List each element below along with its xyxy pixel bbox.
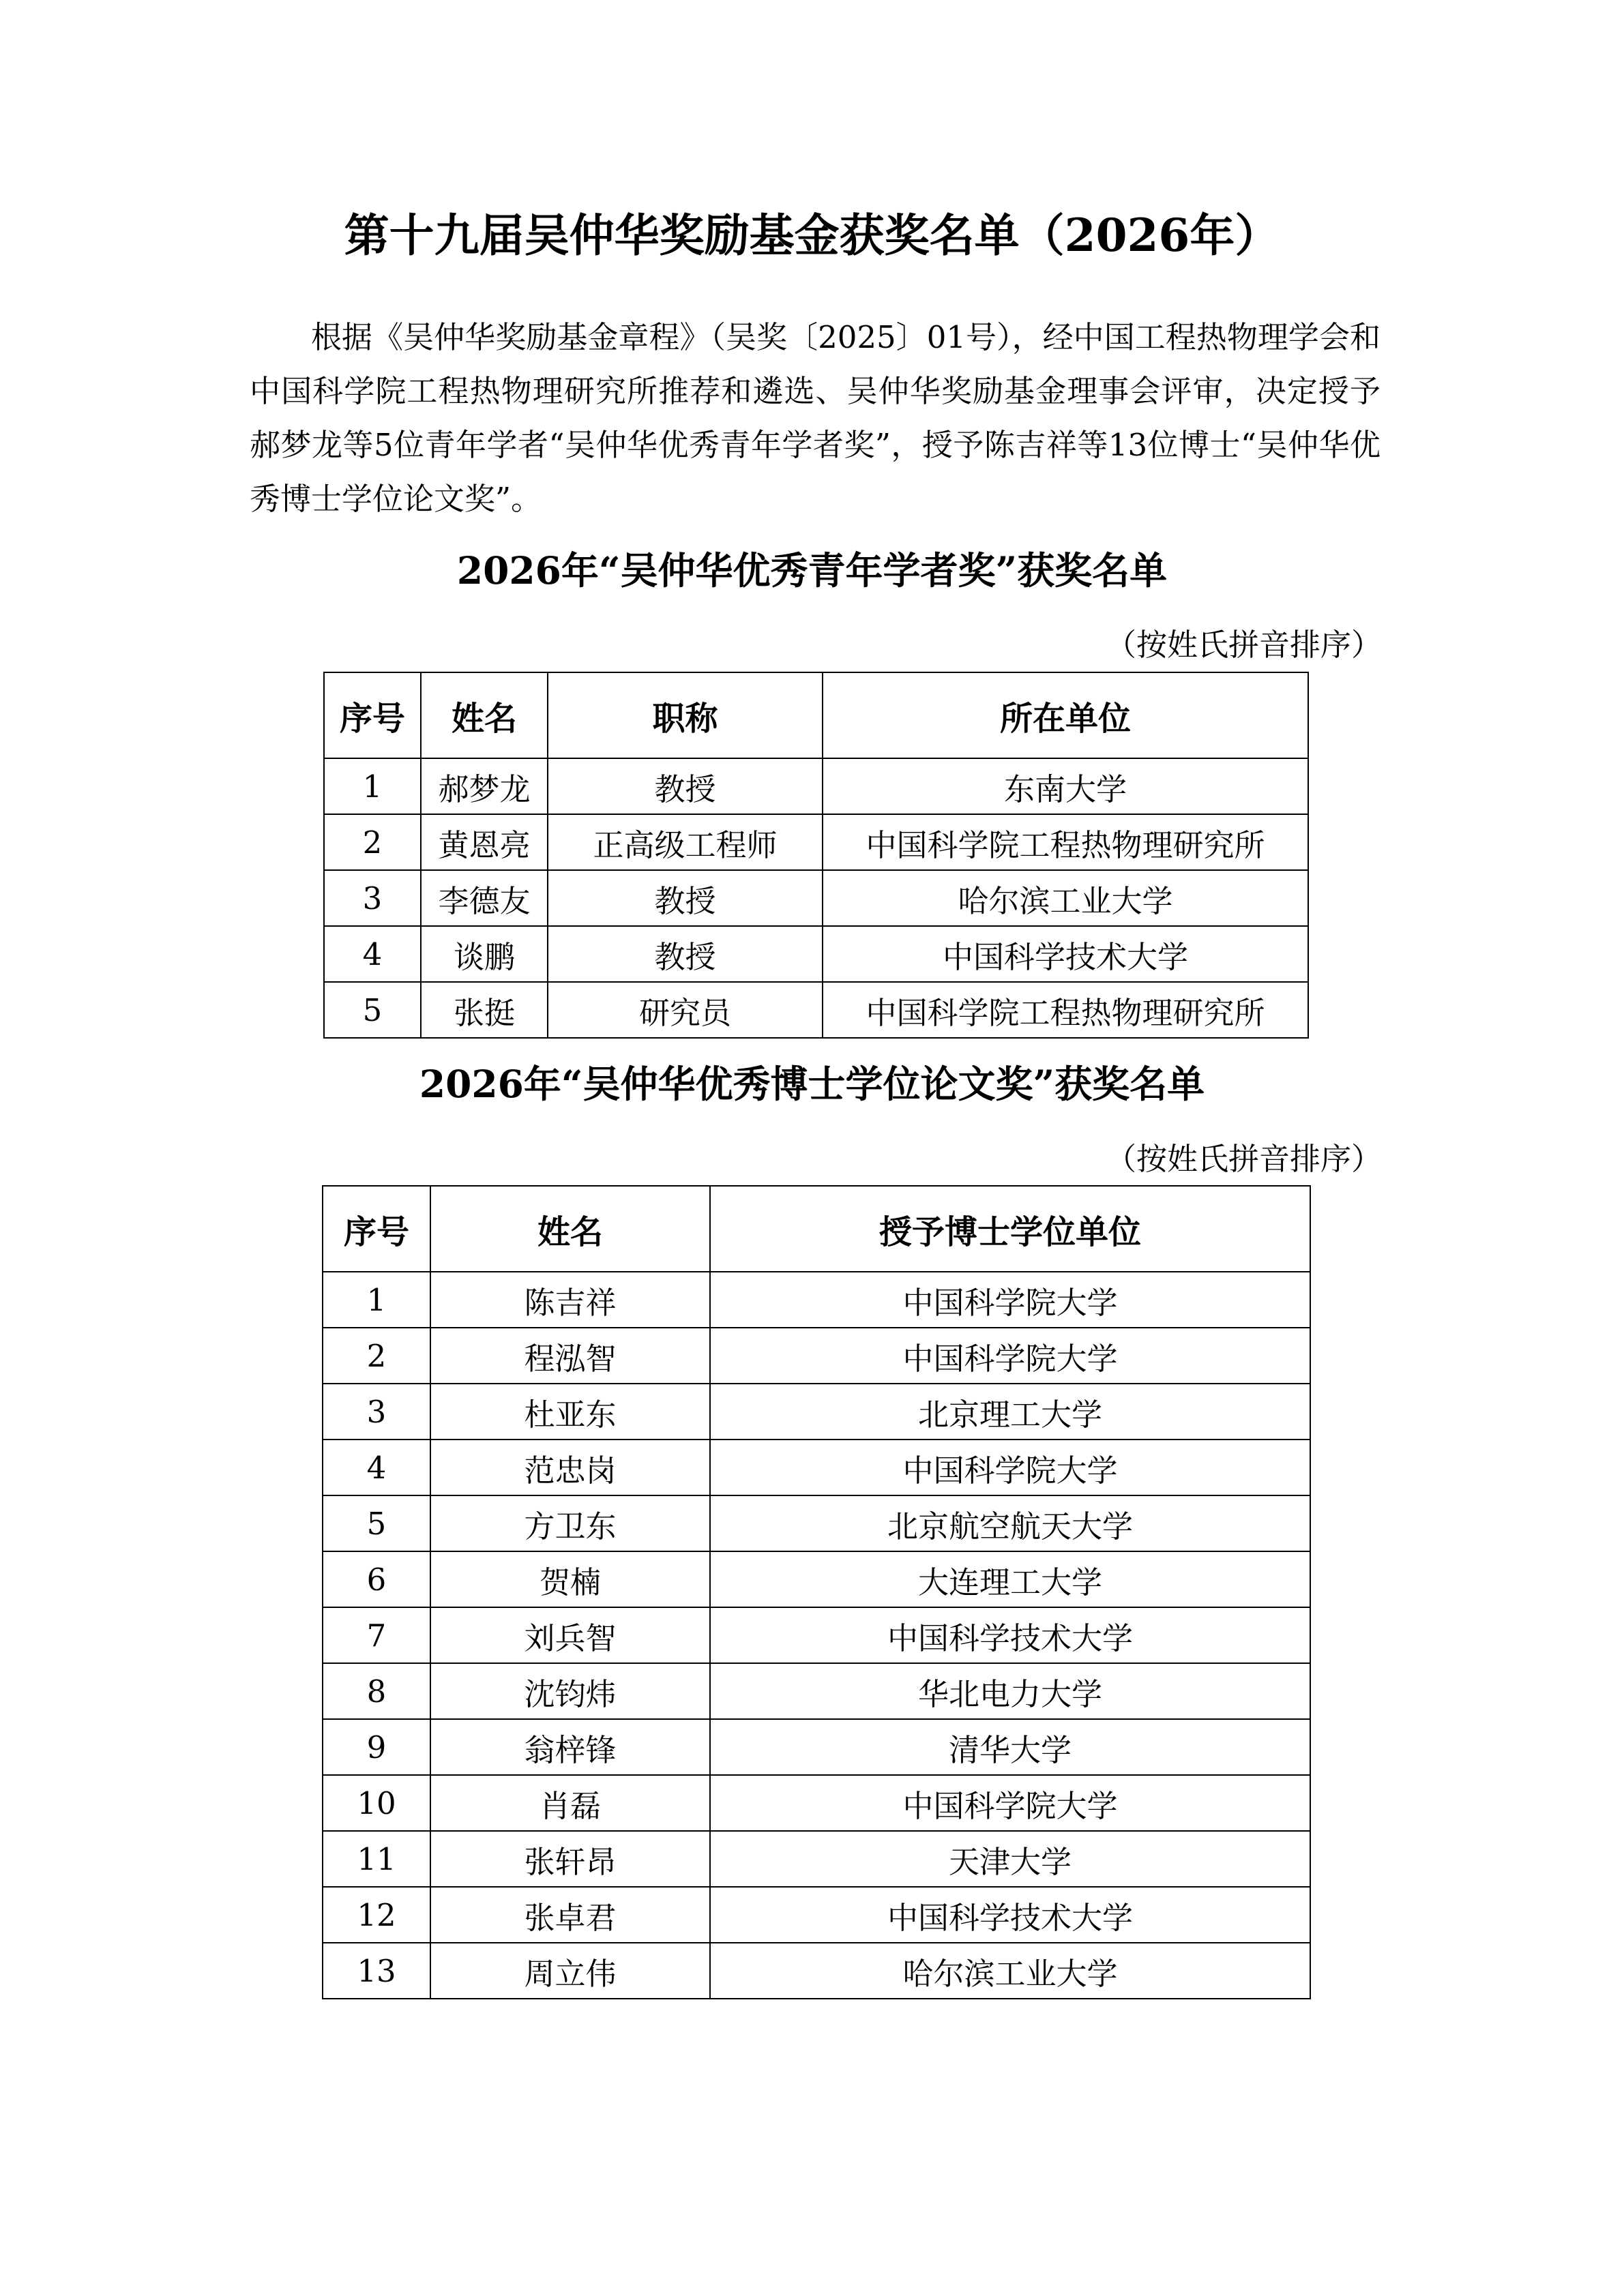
- header-name: 姓名: [430, 1186, 710, 1272]
- cell-name: 程泓智: [430, 1328, 710, 1384]
- young-scholar-sort-note: （按姓氏拼音排序）: [1105, 627, 1382, 663]
- young-scholar-section-title: 2026年“吴仲华优秀青年学者奖”获奖名单: [456, 548, 1168, 593]
- doctoral-thesis-sort-note: （按姓氏拼音排序）: [1105, 1141, 1382, 1177]
- cell-index: 12: [323, 1887, 430, 1943]
- cell-title: 教授: [548, 870, 823, 926]
- header-affiliation: 所在单位: [823, 672, 1308, 758]
- header-index: 序号: [323, 1186, 430, 1272]
- cell-name: 谈鹏: [421, 926, 548, 982]
- doctoral-thesis-section-title: 2026年“吴仲华优秀博士学位论文奖”获奖名单: [419, 1062, 1205, 1106]
- cell-index: 3: [323, 1384, 430, 1440]
- cell-name: 方卫东: [430, 1495, 710, 1551]
- table-row: [323, 1943, 1310, 1999]
- cell-degree-institution: 天津大学: [710, 1831, 1310, 1887]
- table-row: [324, 926, 1308, 982]
- cell-degree-institution: 华北电力大学: [710, 1663, 1310, 1719]
- cell-affiliation: 中国科学院工程热物理研究所: [823, 982, 1308, 1038]
- cell-index: 4: [323, 1440, 430, 1495]
- cell-affiliation: 中国科学院工程热物理研究所: [823, 814, 1308, 870]
- table-row: [323, 1495, 1310, 1551]
- cell-title: 教授: [548, 926, 823, 982]
- cell-degree-institution: 中国科学院大学: [710, 1775, 1310, 1831]
- cell-index: 5: [323, 1495, 430, 1551]
- header-index: 序号: [324, 672, 421, 758]
- cell-name: 范忠岗: [430, 1440, 710, 1495]
- cell-name: 张挺: [421, 982, 548, 1038]
- cell-index: 8: [323, 1663, 430, 1719]
- cell-name: 杜亚东: [430, 1384, 710, 1440]
- header-name: 姓名: [421, 672, 548, 758]
- cell-degree-institution: 清华大学: [710, 1719, 1310, 1775]
- young-scholar-table: [323, 672, 1309, 1039]
- cell-index: 1: [324, 758, 421, 814]
- doctoral-thesis-table: [322, 1185, 1311, 1999]
- cell-index: 10: [323, 1775, 430, 1831]
- header-degree-institution: 授予博士学位单位: [710, 1186, 1310, 1272]
- cell-name: 刘兵智: [430, 1607, 710, 1663]
- cell-degree-institution: 北京理工大学: [710, 1384, 1310, 1440]
- cell-degree-institution: 大连理工大学: [710, 1551, 1310, 1607]
- cell-index: 2: [323, 1328, 430, 1384]
- table-row: [323, 1775, 1310, 1831]
- cell-index: 3: [324, 870, 421, 926]
- cell-index: 9: [323, 1719, 430, 1775]
- cell-title: 研究员: [548, 982, 823, 1038]
- table-row: [323, 1719, 1310, 1775]
- intro-paragraph: 根据《吴仲华奖励基金章程》（吴奖〔2025〕01号），经中国工程热物理学会和中国科学院工程热物理研究所推荐和遴选、吴仲华奖励基金理事会评审，决定授予郝梦龙等5位青年学者“吴仲华优秀青年学者奖”，授予陈吉祥等13位博士“吴仲华优秀博士学位论文奖”。: [250, 319, 1381, 517]
- header-title: 职称: [548, 672, 823, 758]
- cell-index: 2: [324, 814, 421, 870]
- cell-index: 7: [323, 1607, 430, 1663]
- table-header-row: [324, 672, 1308, 758]
- page-title: 第十九届吴仲华奖励基金获奖名单（2026年）: [344, 209, 1280, 262]
- cell-affiliation: 哈尔滨工业大学: [823, 870, 1308, 926]
- table-row: [323, 1440, 1310, 1495]
- cell-degree-institution: 中国科学院大学: [710, 1440, 1310, 1495]
- table-row: [324, 870, 1308, 926]
- cell-degree-institution: 哈尔滨工业大学: [710, 1943, 1310, 1999]
- cell-name: 李德友: [421, 870, 548, 926]
- table-row: [323, 1663, 1310, 1719]
- cell-name: 周立伟: [430, 1943, 710, 1999]
- cell-affiliation: 东南大学: [823, 758, 1308, 814]
- cell-degree-institution: 中国科学院大学: [710, 1272, 1310, 1328]
- cell-index: 5: [324, 982, 421, 1038]
- cell-name: 贺楠: [430, 1551, 710, 1607]
- table-row: [323, 1831, 1310, 1887]
- cell-affiliation: 中国科学技术大学: [823, 926, 1308, 982]
- table-row: [323, 1272, 1310, 1328]
- table-row: [323, 1607, 1310, 1663]
- cell-name: 张轩昂: [430, 1831, 710, 1887]
- cell-degree-institution: 中国科学院大学: [710, 1328, 1310, 1384]
- cell-degree-institution: 中国科学技术大学: [710, 1887, 1310, 1943]
- cell-name: 张卓君: [430, 1887, 710, 1943]
- cell-degree-institution: 中国科学技术大学: [710, 1607, 1310, 1663]
- cell-name: 沈钧炜: [430, 1663, 710, 1719]
- table-row: [323, 1384, 1310, 1440]
- cell-name: 翁梓锋: [430, 1719, 710, 1775]
- cell-title: 教授: [548, 758, 823, 814]
- cell-degree-institution: 北京航空航天大学: [710, 1495, 1310, 1551]
- cell-index: 11: [323, 1831, 430, 1887]
- cell-index: 1: [323, 1272, 430, 1328]
- cell-title: 正高级工程师: [548, 814, 823, 870]
- table-row: [324, 758, 1308, 814]
- table-row: [324, 982, 1308, 1038]
- cell-index: 6: [323, 1551, 430, 1607]
- cell-name: 郝梦龙: [421, 758, 548, 814]
- table-row: [324, 814, 1308, 870]
- cell-name: 黄恩亮: [421, 814, 548, 870]
- table-row: [323, 1551, 1310, 1607]
- cell-index: 4: [324, 926, 421, 982]
- table-row: [323, 1887, 1310, 1943]
- cell-name: 肖磊: [430, 1775, 710, 1831]
- cell-name: 陈吉祥: [430, 1272, 710, 1328]
- table-header-row: [323, 1186, 1310, 1272]
- table-row: [323, 1328, 1310, 1384]
- cell-index: 13: [323, 1943, 430, 1999]
